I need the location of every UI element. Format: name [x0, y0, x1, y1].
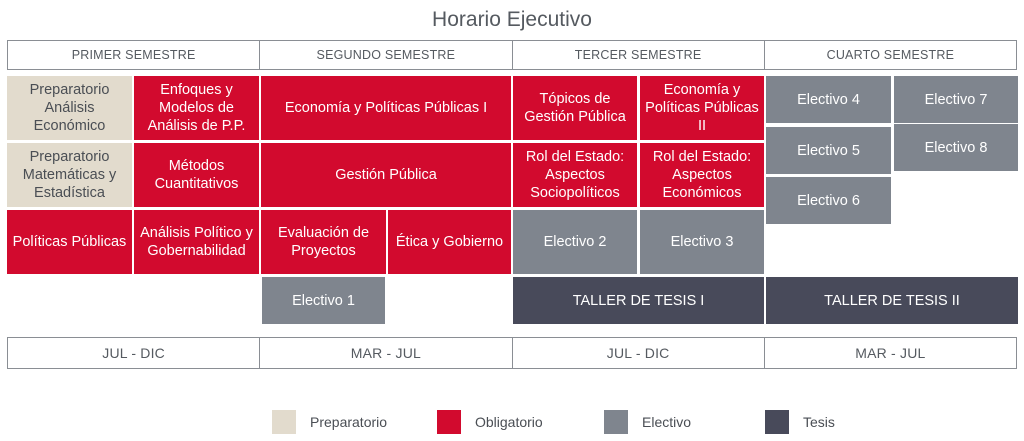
course-economia-2: Economía y Políticas Públicas II: [640, 76, 764, 140]
course-electivo-2: Electivo 2: [513, 210, 637, 274]
course-enfoques: Enfoques y Modelos de Análisis de P.P.: [134, 76, 259, 140]
course-taller-tesis-2: TALLER DE TESIS II: [766, 277, 1018, 324]
period-footer: [7, 337, 1017, 369]
course-electivo-3: Electivo 3: [640, 210, 764, 274]
course-electivo-7: Electivo 7: [894, 76, 1018, 123]
course-politicas-publicas: Políticas Públicas: [7, 210, 132, 274]
legend-obligatorio-swatch: [437, 410, 461, 434]
course-metodos: Métodos Cuantitativos: [134, 143, 259, 207]
period-2: MAR - JUL: [260, 338, 512, 368]
period-1: JUL - DIC: [8, 338, 260, 368]
period-3: JUL - DIC: [513, 338, 765, 368]
legend-obligatorio: [437, 410, 543, 434]
diagram-title: Horario Ejecutivo: [432, 8, 592, 31]
semester-3-header: TERCER SEMESTRE: [513, 41, 765, 69]
legend-tesis-label: Tesis: [803, 414, 835, 430]
legend-preparatorio: [272, 410, 387, 434]
course-etica: Ética y Gobierno: [388, 210, 511, 274]
semester-header: [7, 40, 1017, 70]
course-electivo-1: Electivo 1: [262, 277, 385, 324]
course-electivo-6: Electivo 6: [766, 177, 891, 224]
course-analisis-politico: Análisis Político y Gobernabilidad: [134, 210, 259, 274]
course-taller-tesis-1: TALLER DE TESIS I: [513, 277, 764, 324]
legend-electivo: [604, 410, 691, 434]
legend-electivo-swatch: [604, 410, 628, 434]
course-electivo-8: Electivo 8: [894, 124, 1018, 171]
legend-obligatorio-label: Obligatorio: [475, 414, 543, 430]
course-electivo-5: Electivo 5: [766, 127, 891, 174]
course-economia-1: Economía y Políticas Públicas I: [261, 76, 511, 140]
course-topicos: Tópicos de Gestión Pública: [513, 76, 637, 140]
legend-electivo-label: Electivo: [642, 414, 692, 430]
legend-tesis-swatch: [765, 410, 789, 434]
period-4: MAR - JUL: [855, 345, 926, 361]
legend-preparatorio-label: Preparatorio: [310, 414, 388, 430]
course-gestion-publica: Gestión Pública: [261, 143, 511, 207]
course-rol-economicos: Rol del Estado: Aspectos Económicos: [640, 143, 764, 207]
course-rol-sociopoliticos: Rol del Estado: Aspectos Sociopolíticos: [513, 143, 637, 207]
legend-preparatorio-swatch: [272, 410, 296, 434]
semester-2-header: SEGUNDO SEMESTRE: [260, 41, 512, 69]
semester-1-header: PRIMER SEMESTRE: [8, 41, 260, 69]
course-prep-matematicas: Preparatorio Matemáticas y Estadística: [7, 143, 132, 207]
course-prep-analisis: Preparatorio Análisis Económico: [7, 76, 132, 140]
legend-tesis: [765, 410, 835, 434]
course-electivo-4: Electivo 4: [766, 76, 891, 123]
semester-4-header: CUARTO SEMESTRE: [826, 48, 955, 62]
course-evaluacion: Evaluación de Proyectos: [261, 210, 386, 274]
